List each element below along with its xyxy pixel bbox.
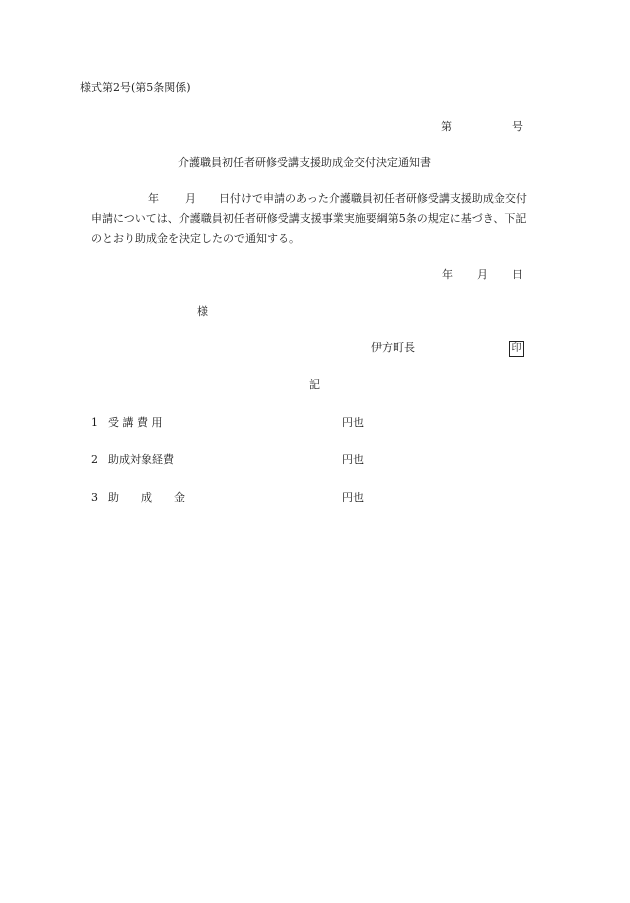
item-label: 助成対象経費	[108, 453, 174, 466]
item-unit: 円也	[342, 453, 364, 466]
body-line-3: のとおり助成金を決定したので通知する。	[91, 232, 300, 245]
body-line-1: 日付けで申請のあった介護職員初任者研修受講支援助成金交付	[219, 192, 527, 205]
document-title: 介護職員初任者研修受講支援助成金交付決定通知書	[178, 156, 431, 169]
item-unit: 円也	[342, 491, 364, 504]
item-number: 3	[91, 491, 98, 504]
seal-stamp: 印	[509, 341, 524, 357]
issue-date-day: 日	[512, 268, 523, 281]
recipient-suffix: 様	[197, 305, 208, 318]
body-date-month: 月	[185, 192, 196, 205]
issue-date-month: 月	[477, 268, 488, 281]
number-prefix: 第	[441, 120, 452, 133]
item-label: 受 講 費 用	[108, 416, 163, 429]
issue-date-year: 年	[442, 268, 453, 281]
number-suffix: 号	[512, 120, 523, 133]
item-label: 助 成 金	[108, 491, 185, 504]
issuer-name: 伊方町長	[371, 341, 415, 354]
item-number: 2	[91, 453, 98, 466]
body-date-year: 年	[148, 192, 159, 205]
ki-heading: 記	[309, 378, 320, 391]
form-label: 様式第2号(第5条関係)	[80, 81, 191, 94]
item-number: 1	[91, 416, 98, 429]
body-line-2: 申請については、介護職員初任者研修受講支援事業実施要綱第5条の規定に基づき、下記	[91, 212, 527, 225]
item-unit: 円也	[342, 416, 364, 429]
